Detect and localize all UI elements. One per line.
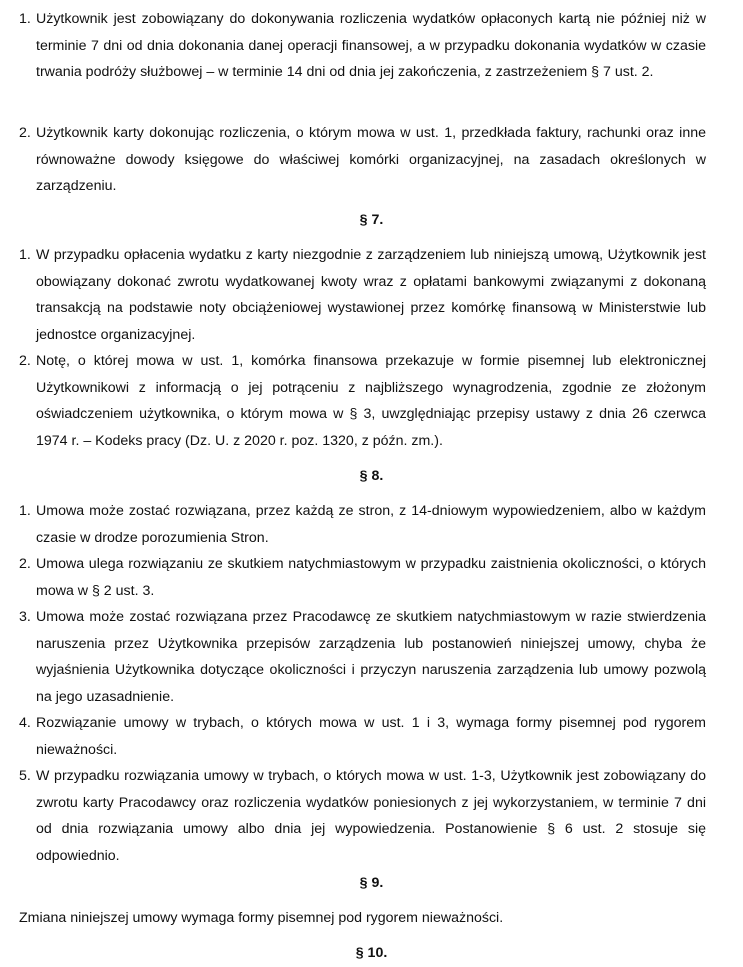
item-number: 5. <box>19 768 31 784</box>
section-8-item-4 <box>19 710 706 763</box>
item-text: Użytkownik karty dokonując rozliczenia, o którym mowa w ust. 1, przedkłada faktury, rachunki oraz inne równoważne dowody księgowe do właściwej komórki organizacyjnej, na zasadach określonych w zarządzeniu. <box>36 125 706 194</box>
section-9-text: Zmiana niniejszej umowy wymaga formy pisemnej pod rygorem nieważności. <box>19 910 504 926</box>
section-8-heading: § 8. <box>359 468 384 484</box>
item-text: W przypadku opłacenia wydatku z karty niezgodnie z zarządzeniem lub niniejszą umową, Użytkownik jest obowiązany dokonać zwrotu wydatkowanej kwoty wraz z opłatami bankowymi związanymi z dokonaną transakcją na podstawie noty obciążeniowej wystawionej przez komórkę finansową w Ministerstwie lub jednostce organizacyjnej. <box>36 247 706 343</box>
item-text: W przypadku rozwiązania umowy w trybach, o których mowa w ust. 1-3, Użytkownik jest zobowiązany do zwrotu karty Pracodawcy oraz rozliczenia wydatków poniesionych z jej wykorzystaniem, w terminie 7 dni od dnia rozwiązania umowy albo dnia jej wypowiedzenia. Postanowienie § 6 ust. 2 stosuje się odpowiednio. <box>36 768 706 864</box>
section-7-heading: § 7. <box>359 212 384 228</box>
item-number: 2. <box>19 353 31 369</box>
item-number: 2. <box>19 556 31 572</box>
item-number: 1. <box>19 503 31 519</box>
section-10-heading: § 10. <box>355 945 388 961</box>
section-8-item-5 <box>19 763 706 869</box>
section-6-item-1 <box>19 6 706 86</box>
item-text: Umowa ulega rozwiązaniu ze skutkiem natychmiastowym w przypadku zaistnienia okoliczności, o których mowa w § 2 ust. 3. <box>36 556 706 599</box>
section-9-heading: § 9. <box>359 875 384 891</box>
section-6-item-2 <box>19 120 706 200</box>
item-number: 3. <box>19 609 31 625</box>
item-number: 1. <box>19 11 31 27</box>
item-number: 4. <box>19 715 31 731</box>
section-8-item-2 <box>19 551 706 604</box>
item-text: Umowa może zostać rozwiązana przez Pracodawcę ze skutkiem natychmiastowym w razie stwierdzenia naruszenia przez Użytkownika przepisów zarządzenia lub postanowień niniejszej umowy, chyba że wyjaśnienia Użytkownika dotyczące okoliczności i przyczyn naruszenia zarządzenia lub umowy pozwolą na jego uzasadnienie. <box>36 609 706 705</box>
item-text: Rozwiązanie umowy w trybach, o których mowa w ust. 1 i 3, wymaga formy pisemnej pod rygorem nieważności. <box>36 715 706 758</box>
item-number: 2. <box>19 125 31 141</box>
item-text: Użytkownik jest zobowiązany do dokonywania rozliczenia wydatków opłaconych kartą nie później niż w terminie 7 dni od dnia dokonania danej operacji finansowej, a w przypadku dokonania wydatków w czasie trwania podróży służbowej – w terminie 14 dni od dnia jej zakończenia, z zastrzeżeniem § 7 ust. 2. <box>36 11 706 80</box>
item-text: Notę, o której mowa w ust. 1, komórka finansowa przekazuje w formie pisemnej lub elektronicznej Użytkownikowi z informacją o jej potrąceniu z najbliższego wynagrodzenia, zgodnie ze złożonym oświadczeniem użytkownika, o którym mowa w § 3, uwzględniając przepisy ustawy z dnia 26 czerwca 1974 r. – Kodeks pracy (Dz. U. z 2020 r. poz. 1320, z późn. zm.). <box>36 353 706 449</box>
section-7-item-2 <box>19 348 706 454</box>
section-7-item-1 <box>19 242 706 348</box>
section-8-item-3 <box>19 604 706 710</box>
section-8-item-1 <box>19 498 706 551</box>
item-text: Umowa może zostać rozwiązana, przez każdą ze stron, z 14-dniowym wypowiedzeniem, albo w każdym czasie w drodze porozumienia Stron. <box>36 503 706 546</box>
item-number: 1. <box>19 247 31 263</box>
